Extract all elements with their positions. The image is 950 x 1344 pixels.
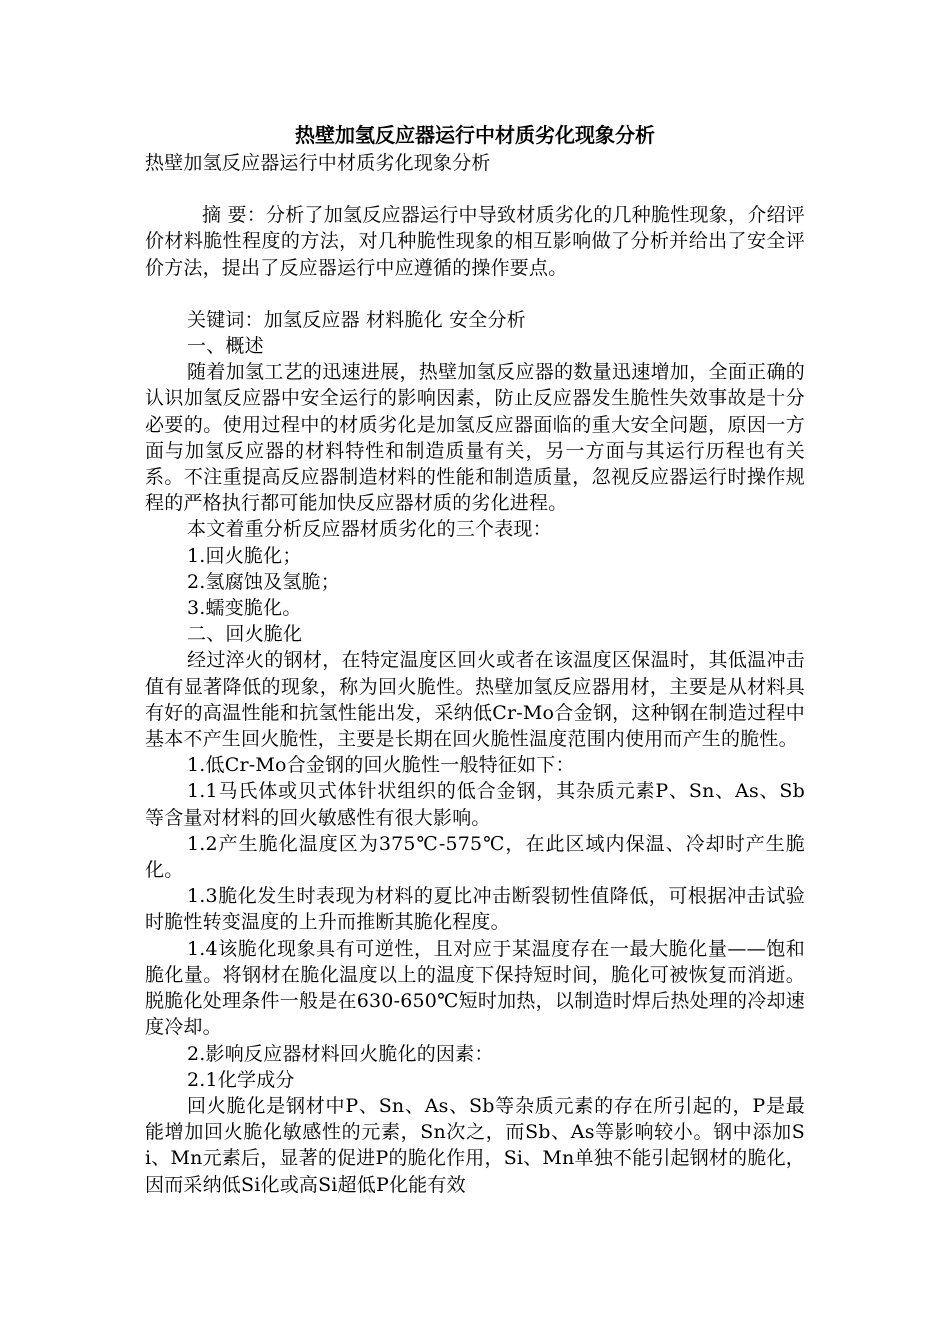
list-item: 2.氢腐蚀及氢脆； <box>187 570 340 593</box>
body-paragraph: 1.4该脆化现象具有可逆性，且对应于某温度存在一最大脆化量——饱和脆化量。将钢材在脆化温度以上的温度下保持短时间，脆化可被恢复而消逝。脱脆化处理条件一般是在630-650℃短时加热，以制造时焊后热处理的冷却速度冷却。 <box>145 937 805 1039</box>
section-heading-temper-embrittlement: 二、回火脆化 <box>187 623 303 646</box>
document-subtitle: 热壁加氢反应器运行中材质劣化现象分析 <box>145 152 491 174</box>
body-paragraph: 1.3脆化发生时表现为材料的夏比冲击断裂韧性值降低，可根据冲击试验时脆性转变温度的上升而推断其脆化程度。 <box>145 885 805 934</box>
document-body <box>145 150 805 1198</box>
list-item: 3.蠕变脆化。 <box>187 597 302 620</box>
abstract-paragraph: 摘 要：分析了加氢反应器运行中导致材质劣化的几种脆性现象，介绍评价材料脆性程度的方法，对几种脆性现象的相互影响做了分析并给出了安全评价方法，提出了反应器运行中应遵循的操作要点。 <box>145 204 805 279</box>
body-paragraph: 1.低Cr-Mo合金钢的回火脆性一般特征如下： <box>187 754 575 777</box>
keywords-line: 关键词：加氢反应器 材料脆化 安全分析 <box>187 308 526 331</box>
blank-line <box>145 176 805 202</box>
body-paragraph: 1.2产生脆化温度区为375℃-575℃，在此区域内保温、冷却时产生脆化。 <box>145 832 805 882</box>
body-paragraph: 1.1马氏体或贝式体针状组织的低合金钢，其杂质元素P、Sn、As、Sb等含量对材料的回火敏感性有很大影响。 <box>145 780 805 829</box>
body-paragraph: 经过淬火的钢材，在特定温度区回火或者在该温度区保温时，其低温冲击值有显著降低的现象，称为回火脆性。热壁加氢反应器用材，主要是从材料具有好的高温性能和抗氢性能出发，采纳低Cr-Mo合金钢，这种钢在制造过程中基本不产生回火脆性，主要是长期在回火脆性温度范围内使用而产生的脆性。 <box>145 649 805 751</box>
section-heading-overview: 一、概述 <box>187 335 264 358</box>
body-paragraph: 2.影响反应器材料回火脆化的因素： <box>187 1042 494 1065</box>
list-item: 1.回火脆化； <box>187 544 302 567</box>
blank-line <box>145 281 805 307</box>
body-paragraph: 随着加氢工艺的迅速进展，热壁加氢反应器的数量迅速增加，全面正确的认识加氢反应器中安全运行的影响因素，防止反应器发生脆性失效事故是十分必要的。使用过程中的材质劣化是加氢反应器面临的重大安全问题，原因一方面与加氢反应器的材料特性和制造质量有关，另一方面与其运行历程也有关系。不注重提高反应器制造材料的性能和制造质量，忽视反应器运行时操作规程的严格执行都可能加快反应器材质的劣化进程。 <box>145 361 805 515</box>
body-paragraph: 2.1化学成分 <box>187 1068 295 1091</box>
body-paragraph: 本文着重分析反应器材质劣化的三个表现： <box>187 518 552 541</box>
document-title: 热壁加氢反应器运行中材质劣化现象分析 <box>295 123 655 147</box>
body-paragraph: 回火脆化是钢材中P、Sn、As、Sb等杂质元素的存在所引起的，P是最能增加回火脆化敏感性的元素，Sn次之，而Sb、As等影响较小。钢中添加Si、Mn元素后，显著的促进P的脆化作用，Si、Mn单独不能引起钢材的脆化，因而采纳低Si化或高Si超低P化能有效 <box>145 1094 805 1196</box>
